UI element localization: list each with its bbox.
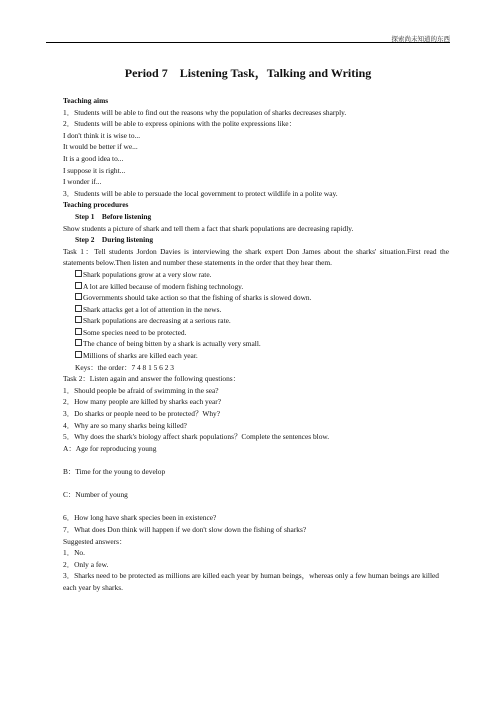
statement-text: A lot are killed because of modern fishing technology. [83, 281, 244, 291]
step1-text: Show students a picture of shark and tell them a fact that shark populations are decreasing rapidly. [63, 223, 354, 233]
aim-line: I wonder if... [63, 177, 102, 187]
task1-text [46, 246, 449, 269]
answer-line: 2．Only a few. [63, 559, 109, 569]
checkbox[interactable] [75, 282, 82, 289]
statement-text: Some species need to be protected. [83, 327, 187, 337]
statement-text: Shark populations grow at a very slow rate. [83, 269, 212, 279]
statement-item [63, 338, 449, 350]
question-line: 1．Should people be afraid of swimming in the sea? [63, 385, 219, 395]
checkbox[interactable] [75, 270, 82, 277]
statement-text: Governments should take action so that the fishing of sharks is slowed down. [83, 293, 312, 303]
aim-line: 3．Students will be able to persuade the local government to protect wildlife in a polite way. [63, 188, 338, 198]
statement-text: The chance of being bitten by a shark is actually very small. [83, 339, 261, 349]
teaching-aims-heading: Teaching aims [63, 96, 109, 105]
aim-line: 1．Students will be able to find out the reasons why the population of sharks decreases sharply. [63, 107, 347, 117]
checkbox[interactable] [75, 305, 82, 312]
question-line: 3．Do sharks or people need to be protected？Why? [63, 409, 221, 419]
step2-heading: Step 2 During listening [75, 235, 154, 245]
checkbox[interactable] [75, 328, 82, 335]
question-line: 2．How many people are killed by sharks each year? [63, 397, 222, 407]
answer-3-text: 3．Sharks need to be protected as millions are killed each year by human beings，whereas only a few human beings are killed each year by sharks. [63, 571, 439, 592]
sub-item-a: A：Age for reproducing young [63, 443, 157, 453]
sub-item-b: B：Time for the young to develop [63, 467, 166, 476]
statement-item [63, 350, 449, 362]
aim-line: I don't think it is wise to... [63, 130, 141, 140]
aim-line: I suppose it is right... [63, 165, 126, 175]
statement-text: Millions of sharks are killed each year. [83, 351, 198, 361]
question-line: 6．How long have shark species been in existence? [63, 513, 217, 523]
answer-line: 1．No. [63, 548, 85, 558]
blank-space [63, 454, 449, 466]
keys-line: Keys：the order：7 4 8 1 5 6 2 3 [75, 362, 174, 372]
checkbox[interactable] [75, 339, 82, 346]
step1-heading: Step 1 Before listening [75, 211, 152, 221]
suggested-heading: Suggested answers： [63, 536, 127, 546]
question-line: 7．What does Don think will happen if we don't slow down the fishing of sharks? [63, 524, 307, 534]
checkbox[interactable] [75, 293, 82, 300]
blank-space [63, 501, 449, 513]
task2-heading: Task 2：Listen again and answer the following questions： [63, 374, 241, 384]
aim-line: 2．Students will be able to express opinions with the polite expressions like： [63, 119, 296, 129]
answer-3 [46, 570, 449, 593]
statement-item [63, 327, 449, 339]
statement-text: Shark attacks get a lot of attention in the news. [83, 304, 222, 314]
statement-item [63, 281, 449, 293]
checkbox[interactable] [75, 351, 82, 358]
page-header [46, 0, 450, 43]
sub-item-c: C：Number of young [63, 490, 128, 500]
page-title: Period 7 Listening Task，Talking and Writing [124, 66, 372, 80]
statement-item [63, 304, 449, 316]
checkbox[interactable] [75, 316, 82, 323]
question-line: 4．Why are so many sharks being killed? [63, 420, 187, 430]
blank-space [63, 478, 449, 490]
question-line: 5．Why does the shark's biology affect shark populations？Complete the sentences blow. [63, 432, 330, 442]
statement-item [63, 292, 449, 304]
aim-line: It is a good idea to... [63, 153, 124, 163]
document-body [63, 95, 449, 594]
procedures-heading: Teaching procedures [63, 200, 129, 210]
statement-item [63, 269, 449, 281]
task1-instructions: Task 1：Tell students Jordon Davies is interviewing the shark expert Don James about the sharks' situation.First read the statements below.Then listen and number these statements in the order that they hear them. [63, 246, 449, 268]
aim-line: It would be better if we... [63, 142, 138, 152]
statement-item [63, 315, 449, 327]
statement-text: Shark populations are decreasing at a serious rate. [83, 316, 231, 326]
header-text: 探索尚未知道的东西 [391, 36, 450, 43]
